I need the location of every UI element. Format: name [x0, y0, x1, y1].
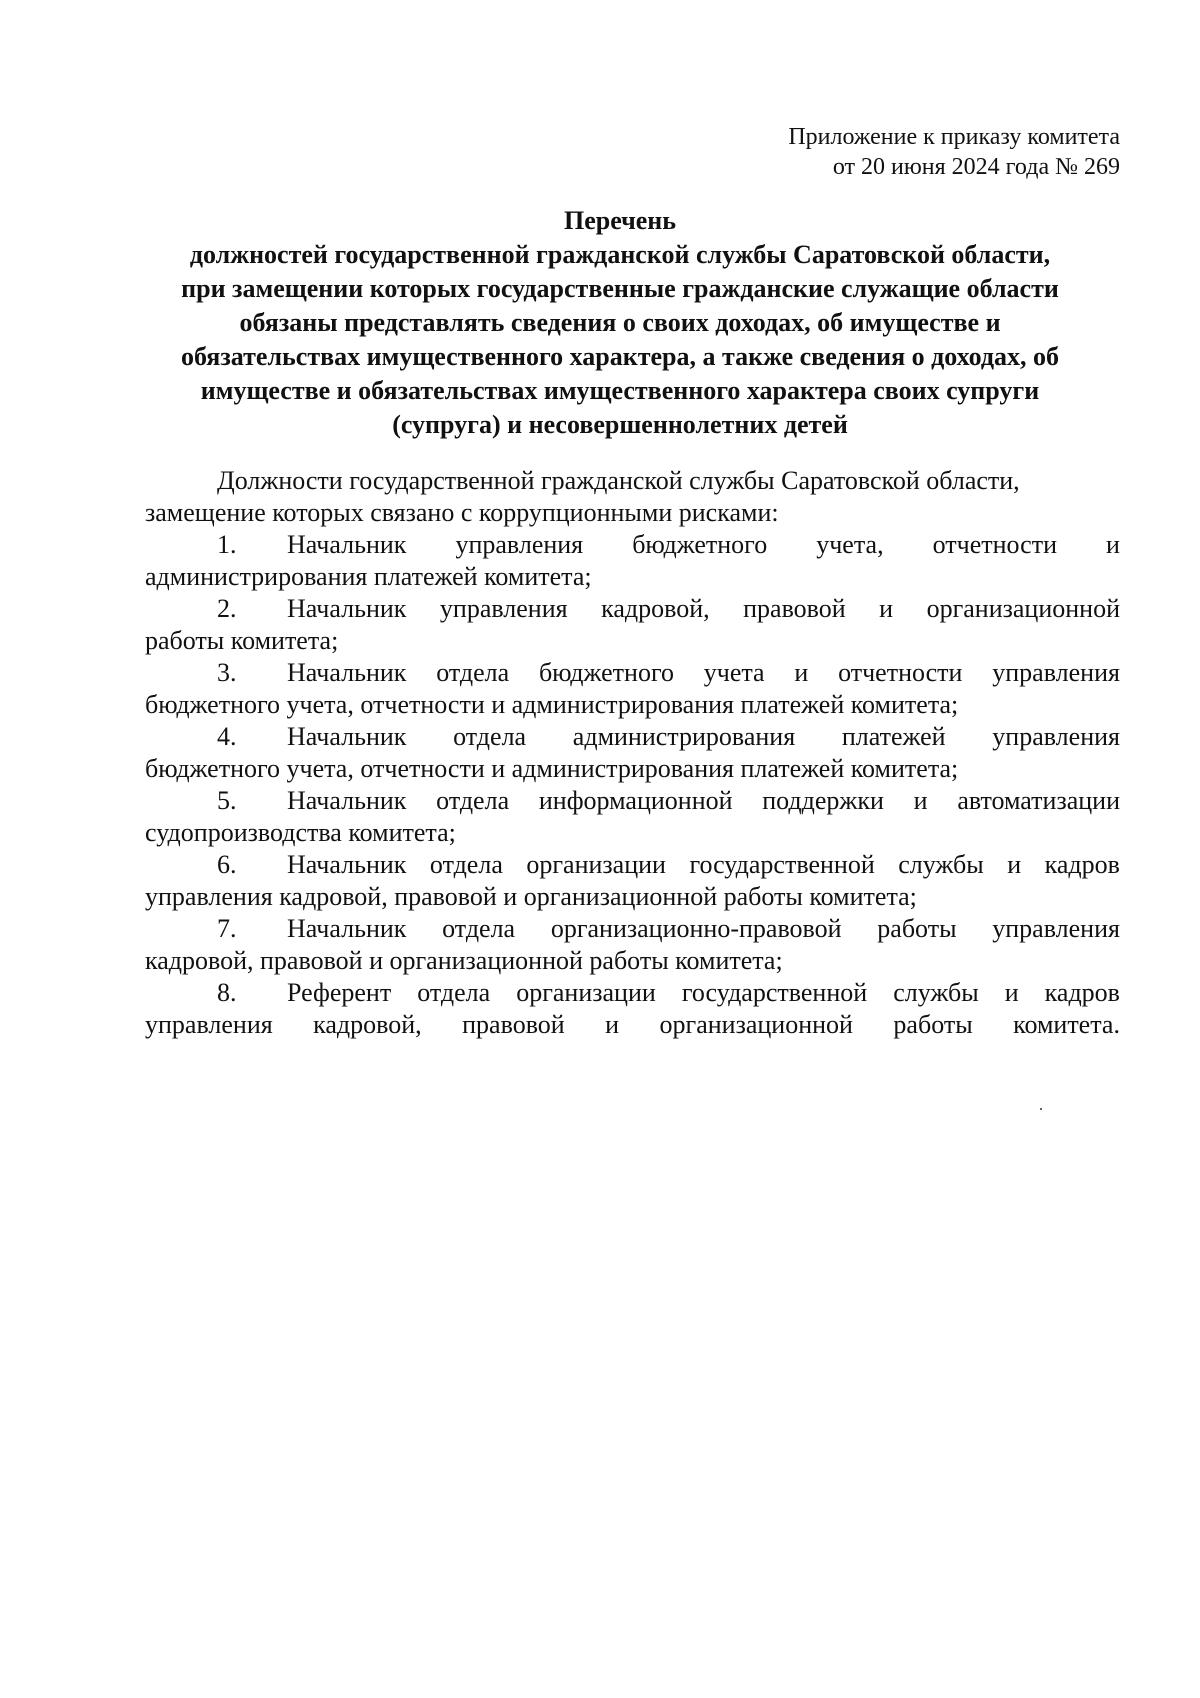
word: отдела: [417, 978, 491, 1007]
list-item-text: [287, 849, 1120, 881]
word: управления: [992, 914, 1120, 943]
word: и: [1106, 530, 1120, 559]
list-item: [145, 721, 1120, 785]
word: Начальник: [287, 594, 407, 623]
list-item-text: [287, 785, 1120, 817]
word: Референт: [287, 978, 392, 1007]
list-item-number: 6.: [217, 850, 237, 879]
word: Начальник: [287, 786, 407, 815]
list-item-continuation-text: [145, 1009, 1120, 1041]
word: и: [794, 658, 809, 687]
word: бюджетного: [538, 658, 674, 687]
list-item-continuation: [145, 881, 1120, 913]
intro-line-1: Должности государственной гражданской службы Саратовской области,: [217, 466, 1020, 495]
list-item-first-line: [145, 849, 1120, 881]
list-item-number: 3.: [217, 658, 237, 687]
title-line-2: должностей государственной гражданской службы Саратовской области,: [189, 240, 1051, 269]
word: управления: [439, 594, 568, 623]
list-item-continuation-text: работы комитета;: [145, 626, 339, 655]
word: Начальник: [287, 722, 407, 751]
list-item-text: [287, 913, 1120, 945]
word: поддержки: [762, 786, 884, 815]
word: кадровой,: [601, 594, 710, 623]
list-item-number: 4.: [217, 722, 237, 751]
word: правовой: [462, 1010, 565, 1039]
word: организации: [526, 850, 666, 879]
word: государственной: [689, 850, 875, 879]
list-item-continuation: [145, 561, 1120, 593]
word: Начальник: [287, 658, 407, 687]
word: и: [879, 594, 894, 623]
list-item-continuation-text: бюджетного учета, отчетности и администрирования платежей комитета;: [145, 754, 959, 783]
word: службы: [898, 850, 984, 879]
title-line-4: обязаны представлять сведения о своих доходах, об имуществе и: [239, 308, 1001, 337]
list-item-number: 7.: [217, 914, 237, 943]
list-item-text: [287, 721, 1120, 753]
list-item: [145, 657, 1120, 721]
word: организации: [516, 978, 656, 1007]
word: Начальник: [287, 530, 407, 559]
word: отдела: [436, 658, 510, 687]
positions-list: [145, 529, 1120, 1041]
intro-line-2: замещение которых связано с коррупционными рисками:: [145, 498, 779, 527]
list-item-continuation-text: кадровой, правовой и организационной работы комитета;: [145, 946, 783, 975]
list-item-continuation-text: судопроизводства комитета;: [145, 818, 456, 847]
word: отчетности: [838, 658, 963, 687]
word: работы: [877, 914, 957, 943]
list-item-first-line: [145, 785, 1120, 817]
list-item-continuation: [145, 1009, 1120, 1041]
list-item-first-line: [145, 913, 1120, 945]
title-line-6: имуществе и обязательствах имущественного характера своих супруги: [200, 376, 1040, 405]
appendix-reference: [788, 122, 1120, 182]
word: бюджетного: [632, 530, 768, 559]
list-item-continuation: [145, 753, 1120, 785]
word: кадров: [1044, 850, 1120, 879]
word: работы: [893, 1010, 973, 1039]
list-item-text: [287, 977, 1120, 1009]
word: информационной: [538, 786, 733, 815]
list-item: [145, 785, 1120, 849]
word: кадров: [1044, 978, 1120, 1007]
list-item-number: 5.: [217, 786, 237, 815]
title-line-3: при замещении которых государственные гражданские служащие области: [181, 274, 1059, 303]
list-item-continuation-text: бюджетного учета, отчетности и администрирования платежей комитета;: [145, 690, 959, 719]
list-item-text: [287, 657, 1120, 689]
list-item: [145, 849, 1120, 913]
list-item: [145, 913, 1120, 977]
word: платежей: [841, 722, 946, 751]
list-item-continuation-text: управления кадровой, правовой и организационной работы комитета;: [145, 882, 917, 911]
list-item-continuation: [145, 625, 1120, 657]
list-item-number: 8.: [217, 978, 237, 1007]
appendix-line-1: Приложение к приказу комитета: [788, 124, 1120, 150]
list-item-continuation: [145, 689, 1120, 721]
list-item-text: [287, 529, 1120, 561]
word: отчетности: [932, 530, 1057, 559]
title-line-7: (супруга) и несовершеннолетних детей: [392, 410, 848, 439]
list-item-first-line: [145, 657, 1120, 689]
scan-speck: [1040, 1108, 1042, 1110]
list-item-number: 2.: [217, 594, 237, 623]
list-item: [145, 529, 1120, 593]
word: правовой: [743, 594, 846, 623]
word: отдела: [436, 786, 510, 815]
list-item: [145, 593, 1120, 657]
title-line-5: обязательствах имущественного характера, а также сведения о доходах, об: [180, 342, 1060, 371]
list-item-continuation: [145, 817, 1120, 849]
word: управления: [992, 658, 1120, 687]
title-line-1: Перечень: [563, 206, 677, 235]
word: администрирования: [572, 722, 796, 751]
list-item-continuation-text: администрирования платежей комитета;: [145, 562, 592, 591]
document-title: [120, 204, 1120, 442]
word: кадровой,: [313, 1010, 422, 1039]
word: организационной: [926, 594, 1120, 623]
word: отдела: [429, 850, 503, 879]
word: государственной: [681, 978, 868, 1007]
word: управления: [145, 1010, 273, 1039]
word: организационной: [659, 1010, 853, 1039]
word: автоматизации: [957, 786, 1120, 815]
word: управления: [455, 530, 584, 559]
word: Начальник: [287, 850, 407, 879]
list-item-first-line: [145, 593, 1120, 625]
word: и: [1004, 978, 1019, 1007]
list-item-first-line: [145, 721, 1120, 753]
document-body: [145, 465, 1120, 1041]
word: отдела: [442, 914, 516, 943]
list-item-continuation: [145, 945, 1120, 977]
word: отдела: [453, 722, 527, 751]
word: учета,: [816, 530, 884, 559]
word: и: [1007, 850, 1022, 879]
list-item-number: 1.: [217, 530, 237, 559]
word: комитета.: [1013, 1010, 1120, 1039]
list-item: [145, 977, 1120, 1041]
word: Начальник: [287, 914, 407, 943]
appendix-line-2: от 20 июня 2024 года № 269: [832, 154, 1120, 180]
list-item-first-line: [145, 529, 1120, 561]
word: службы: [893, 978, 979, 1007]
word: управления: [992, 722, 1120, 751]
list-item-text: [287, 593, 1120, 625]
list-item-first-line: [145, 977, 1120, 1009]
word: организационно-правовой: [550, 914, 842, 943]
word: и: [605, 1010, 620, 1039]
word: учета: [703, 658, 765, 687]
word: и: [913, 786, 928, 815]
